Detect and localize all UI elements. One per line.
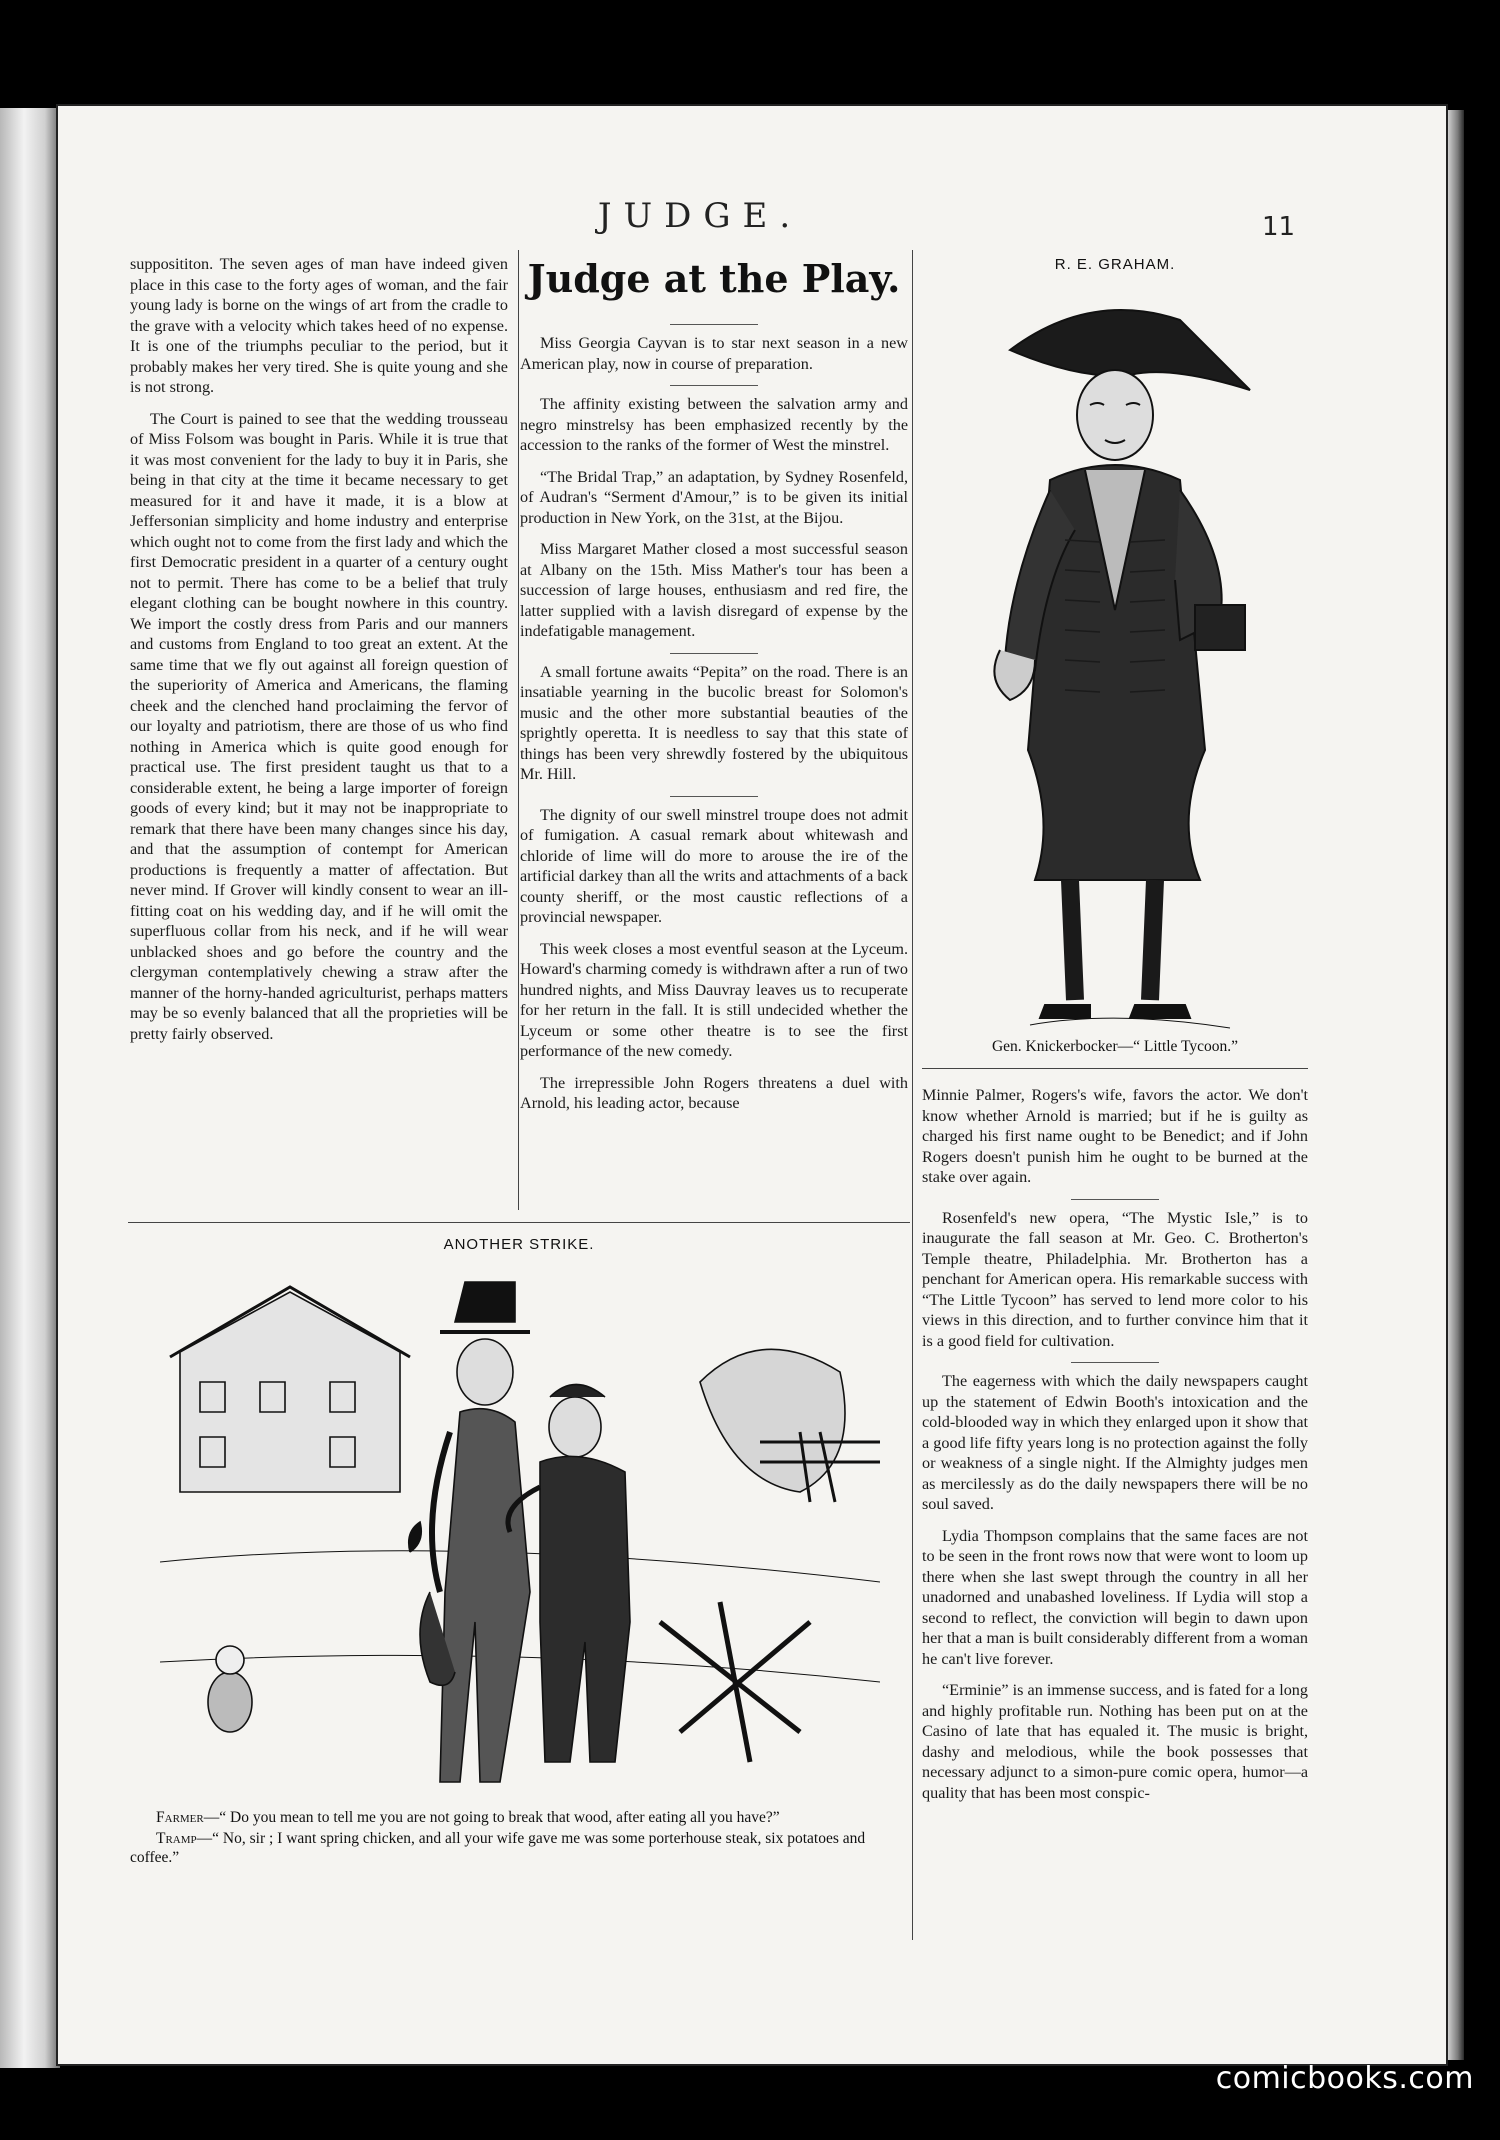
portrait-caption: Gen. Knickerbocker—“ Little Tycoon.” (991, 1038, 1239, 1055)
left-page-fold (0, 108, 60, 2068)
portrait-illustration (940, 280, 1290, 1040)
paragraph: Rosenfeld's new opera, “The Mystic Isle,” is to inaugurate the fall season at Mr. Geo. C. Brotherton's Temple theatre, Philadelphia. Mr. Brotherton has a penchant for American opera. His remarkable success with “The Little Tycoon” has served to lend more color to his views in this direction, and to further convince him that it is a good field for cultivation. (922, 1208, 1308, 1350)
paragraph: The affinity existing between the salvation army and negro minstrelsy has been emphasized recently by the accession to the ranks of the former of West the minstrel. (520, 395, 908, 454)
tramp-speaker: Tramp (156, 1830, 197, 1847)
masthead: JUDGE. (597, 196, 803, 236)
cartoon-illustration (160, 1262, 880, 1797)
paragraph: A small fortune awaits “Pepita” on the road. There is an insatiable yearning in the bucolic breast for Solomon's music and the other more substantial beauties of the sprightly operetta. It is needless to say that this state of things has been very shrewdly fostered by the ubiquitous Mr. Hill. (520, 662, 908, 783)
page-edge (1448, 110, 1464, 2060)
column-center (520, 318, 908, 1125)
page-number: 11 (1262, 212, 1296, 242)
tramp-line: —“ No, sir ; I want spring chicken, and all your wife gave me was some porterhouse steak, six potatoes and coffee.” (130, 1830, 866, 1866)
paragraph: supposititon. The seven ages of man have indeed given place in this case to the forty ages of woman, and the fair young lady is borne on the wings of art from the cradle to the grave with a velocity which takes heed of no expense. It is one of the triumphs peculiar to the period, but it probably makes her very tired. She is quite young and she is not strong. (130, 255, 508, 396)
paragraph: The eagerness with which the daily newspapers caught up the statement of Edwin Booth's intoxication and the cold-blooded way in which they enlarged upon it show that a good life fifty years long is no protection against the folly or weakness of a single night. If the Almighty judges men as mercilessly as do the daily newspapers there will be no soul saved. (922, 1372, 1308, 1513)
column-left (130, 254, 508, 1055)
column-divider (518, 250, 519, 1210)
rule (670, 324, 758, 325)
column-divider (912, 250, 913, 1940)
rule (670, 796, 758, 797)
farmer-line: —“ Do you mean to tell me you are not going to break that wood, after eating all you have?” (203, 1809, 780, 1826)
tramp-dialogue (130, 1829, 918, 1867)
paragraph: “The Bridal Trap,” an adaptation, by Sydney Rosenfeld, of Audran's “Serment d'Amour,” is to be given its initial production in New York, on the 31st, at the Bijou. (520, 467, 908, 527)
column-right (922, 1085, 1308, 1814)
cartoon-title: ANOTHER STRIKE. (443, 1236, 595, 1253)
farmer-dialogue (130, 1808, 918, 1827)
paragraph: The Court is pained to see that the wedding trousseau of Miss Folsom was bought in Paris. While it is true that it was most convenient for the lady to buy it in Paris, she being in that city at the time it became necessary to get measured for it and have it made, it is a blow at Jeffersonian simplicity and home industry and enterprise which ought not to come from the first lady and which the first Democratic president in a quarter of a century ought not to permit. There has come to be a belief that truly elegant clothing can be bought nowhere in this country. We import the costly dress from Paris and our manners and customs from England to too great an extent. At the same time that we fly out against all foreign question of the superiority of America and Americans, the flaming cheek and the clenched hand proclaiming the fervor of our loyalty and patriotism, there are those of us who find nothing in America which is quite good enough for practical use. The first president taught us that to a considerable extent, he being a large importer of foreign goods of every kind; but it may not be inappropriate to remark that there have been many changes since his day, and that the assumption of contempt for American productions is frequently a matter of affectation. But never mind. If Grover will kindly consent to wear an ill-fitting coat on his wedding day, and if he will omit the superfluous collar from his neck, and if he will wear unblacked shoes and go before the country and the clergyman contemplatively chewing a straw after the manner of the horny-handed agriculturist, perhaps matters may be so evenly balanced that all the proprieties will be pretty fairly observed. (130, 409, 508, 1043)
section-title: Judge at the Play. (527, 256, 901, 301)
paragraph: The dignity of our swell minstrel troupe does not admit of fumigation. A casual remark about whitewash and chloride of lime will do more to arouse the ire of the artificial darkey than all the writs and attachments of a back county sheriff, or the most caustic reflections of a provincial newspaper. (520, 805, 908, 926)
paragraph: Miss Margaret Mather closed a most successful season at Albany on the 15th. Miss Mather's tour has been a succession of large houses, enthusiasm and red fire, the latter supplied with a lavish disregard of expense by the indefatigable management. (520, 540, 908, 640)
rule (670, 385, 758, 386)
farmer-speaker: Farmer (156, 1809, 204, 1826)
portrait-credit: R. E. GRAHAM. (1054, 256, 1176, 273)
paragraph: This week closes a most eventful season at the Lyceum. Howard's charming comedy is withdrawn after a run of two hundred nights, and Miss Dauvray leaves us to recuperate for her return in the fall. It is still undecided whether the Lyceum or some other theatre is to see the first performance of the new comedy. (520, 939, 908, 1060)
cartoon-rule (128, 1222, 910, 1223)
portrait-rule (922, 1068, 1308, 1069)
rule (1071, 1199, 1159, 1200)
paragraph: Minnie Palmer, Rogers's wife, favors the actor. We don't know whether Arnold is married; but if he is guilty as charged his first name ought to be Benedict; and if John Rogers doesn't punish him he ought to be burned at the stake over again. (922, 1086, 1308, 1186)
rule (1071, 1362, 1159, 1363)
paragraph: “Erminie” is an immense success, and is fated for a long and highly profitable run. Nothing has been put on at the Casino of late that has equaled it. The music is bright, dashy and melodious, while the book possesses that necessary adjunct to a simon-pure comic opera, humor—a quality that has been most conspic- (922, 1681, 1308, 1802)
paragraph: The irrepressible John Rogers threatens a duel with Arnold, his leading actor, because (520, 1073, 908, 1112)
watermark: comicbooks.com (1215, 2061, 1474, 2096)
cartoon-caption (130, 1808, 918, 1869)
paragraph: Miss Georgia Cayvan is to star next season in a new American play, now in course of preparation. (520, 334, 908, 373)
paragraph: Lydia Thompson complains that the same faces are not to be seen in the front rows now that were wont to loom up there when she last swept through the country in all her unadorned and unabashed loveliness. If Lydia will stop a second to reflect, the conviction will begin to dawn upon her that a man is built considerably different from a woman he can't live forever. (922, 1526, 1308, 1668)
rule (670, 653, 758, 654)
